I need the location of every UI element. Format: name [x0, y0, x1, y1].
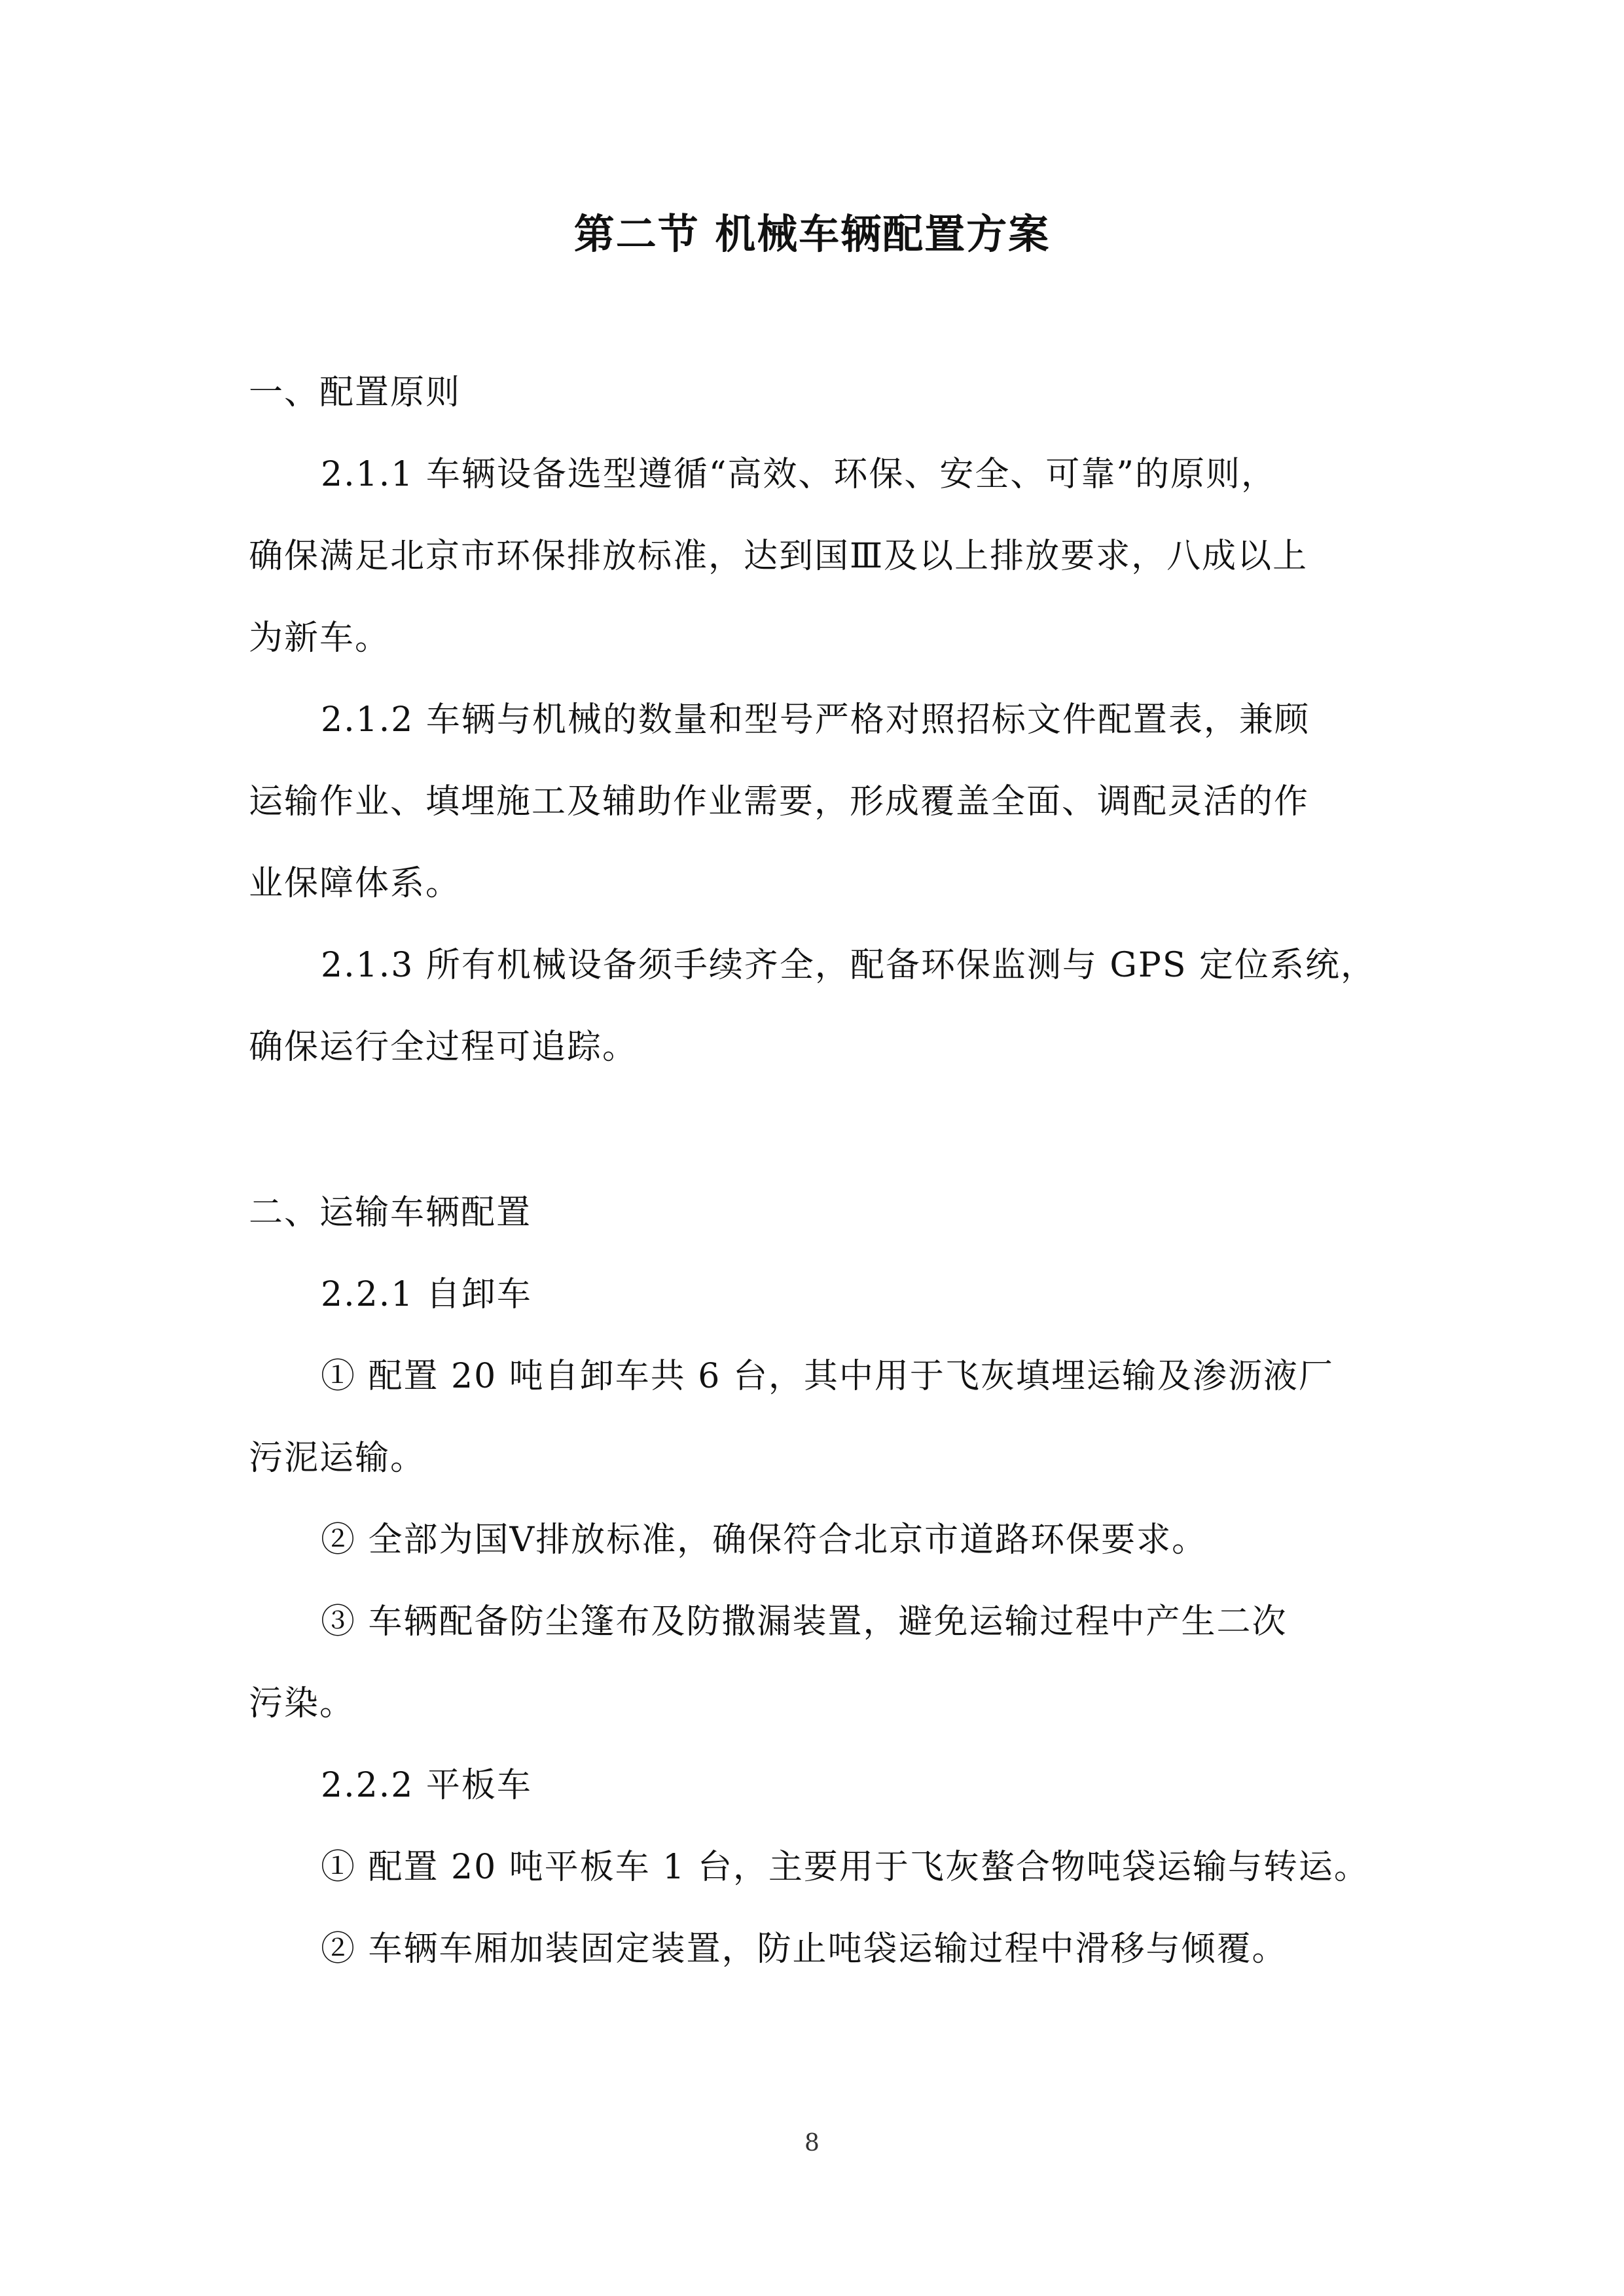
section-title: 第二节 机械车辆配置方案: [573, 210, 1051, 258]
subsection-2-2-1-label: 2.2.1 自卸车: [321, 1275, 532, 1314]
paragraph-2-1-1-line-1: 2.1.1 车辆设备选型遵循“高效、环保、安全、可靠”的原则，: [321, 455, 1277, 494]
paragraph-2-1-1-line-2: 确保满足北京市环保排放标准，达到国Ⅲ及以上排放要求，八成以上: [249, 537, 1308, 576]
paragraph-2-1-1-line-3: 为新车。: [249, 619, 391, 658]
item-2-2-1-2: ② 全部为国Ⅴ排放标准，确保符合北京市道路环保要求。: [321, 1520, 1208, 1560]
subsection-2-2-2-label: 2.2.2 平板车: [321, 1766, 532, 1805]
paragraph-2-1-3-line-2: 确保运行全过程可追踪。: [249, 1028, 638, 1067]
item-2-2-1-3-line-1: ③ 车辆配备防尘篷布及防撒漏装置，避免运输过程中产生二次: [321, 1602, 1288, 1641]
item-2-2-1-1-line-1: ① 配置 20 吨自卸车共 6 台，其中用于飞灰填埋运输及渗沥液厂: [321, 1357, 1334, 1396]
paragraph-2-1-3-line-1: 2.1.3 所有机械设备须手续齐全，配备环保监测与 GPS 定位系统，: [321, 946, 1377, 985]
heading-configuration-principles: 一、配置原则: [249, 373, 461, 412]
paragraph-2-1-2-line-2: 运输作业、填埋施工及辅助作业需要，形成覆盖全面、调配灵活的作: [249, 782, 1310, 821]
item-2-2-1-3-line-2: 污染。: [249, 1684, 355, 1723]
item-2-2-2-2: ② 车辆车厢加装固定装置，防止吨袋运输过程中滑移与倾覆。: [321, 1929, 1288, 1969]
paragraph-2-1-2-line-1: 2.1.2 车辆与机械的数量和型号严格对照招标文件配置表，兼顾: [321, 700, 1310, 740]
item-2-2-2-1: ① 配置 20 吨平板车 1 台，主要用于飞灰螯合物吨袋运输与转运。: [321, 1848, 1369, 1887]
item-2-2-1-1-line-2: 污泥运输。: [249, 1439, 426, 1478]
page-number: 8: [804, 2130, 820, 2157]
heading-transport-vehicles: 二、运输车辆配置: [249, 1193, 532, 1232]
paragraph-2-1-2-line-3: 业保障体系。: [249, 864, 461, 903]
